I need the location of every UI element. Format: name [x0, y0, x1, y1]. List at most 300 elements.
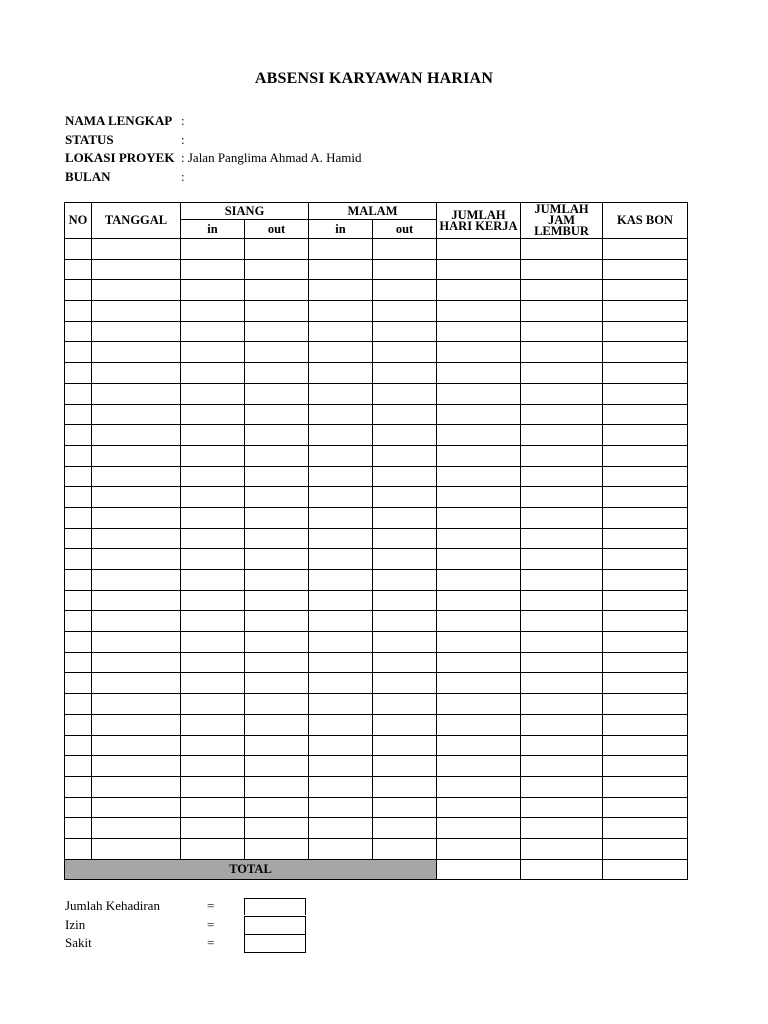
jumlah-hari-kerja-cell[interactable] [437, 363, 521, 384]
siang-out-cell[interactable] [245, 259, 309, 280]
jumlah-hari-kerja-cell[interactable] [437, 632, 521, 653]
col-header-jumlah-jam-lembur [521, 203, 603, 239]
kas-bon-cell[interactable] [603, 259, 688, 280]
jumlah-hari-kerja-cell[interactable] [437, 259, 521, 280]
malam-in-cell[interactable] [309, 797, 373, 818]
tanggal-cell[interactable] [92, 632, 181, 653]
malam-in-cell[interactable] [309, 363, 373, 384]
tanggal-cell[interactable] [92, 280, 181, 301]
malam-in-cell[interactable] [309, 445, 373, 466]
malam-out-cell[interactable] [373, 735, 437, 756]
jumlah-hari-kerja-cell[interactable] [437, 466, 521, 487]
kas-bon-cell[interactable] [603, 714, 688, 735]
siang-in-cell[interactable] [181, 507, 245, 528]
siang-in-cell[interactable] [181, 445, 245, 466]
malam-out-cell[interactable] [373, 342, 437, 363]
total-jumlah-jam-lembur-cell[interactable] [521, 859, 603, 879]
jumlah-jam-lembur-cell[interactable] [521, 590, 603, 611]
no-cell[interactable] [65, 590, 92, 611]
jumlah-jam-lembur-cell[interactable] [521, 383, 603, 404]
siang-out-cell[interactable] [245, 404, 309, 425]
kas-bon-cell[interactable] [603, 549, 688, 570]
malam-out-cell[interactable] [373, 776, 437, 797]
jumlah-hari-kerja-cell[interactable] [437, 652, 521, 673]
jumlah-jam-lembur-cell[interactable] [521, 528, 603, 549]
jumlah-hari-kerja-cell[interactable] [437, 673, 521, 694]
jumlah-jam-lembur-cell[interactable] [521, 239, 603, 260]
siang-in-cell[interactable] [181, 528, 245, 549]
header-line: HARI KERJA [439, 218, 518, 233]
jumlah-jam-lembur-cell[interactable] [521, 694, 603, 715]
malam-in-cell[interactable] [309, 818, 373, 839]
siang-out-cell[interactable] [245, 797, 309, 818]
jumlah-hari-kerja-cell[interactable] [437, 280, 521, 301]
jumlah-hari-kerja-cell[interactable] [437, 404, 521, 425]
malam-in-cell[interactable] [309, 383, 373, 404]
malam-in-cell[interactable] [309, 714, 373, 735]
siang-out-cell[interactable] [245, 818, 309, 839]
no-cell[interactable] [65, 632, 92, 653]
kas-bon-cell[interactable] [603, 280, 688, 301]
kas-bon-cell[interactable] [603, 570, 688, 591]
tanggal-cell[interactable] [92, 549, 181, 570]
tanggal-cell[interactable] [92, 673, 181, 694]
no-cell[interactable] [65, 570, 92, 591]
malam-in-cell[interactable] [309, 404, 373, 425]
jumlah-hari-kerja-cell[interactable] [437, 818, 521, 839]
kas-bon-cell[interactable] [603, 342, 688, 363]
siang-out-cell[interactable] [245, 632, 309, 653]
jumlah-jam-lembur-cell[interactable] [521, 425, 603, 446]
jumlah-jam-lembur-cell[interactable] [521, 301, 603, 322]
malam-in-cell[interactable] [309, 507, 373, 528]
jumlah-jam-lembur-cell[interactable] [521, 342, 603, 363]
table-row [65, 838, 688, 859]
siang-out-cell[interactable] [245, 652, 309, 673]
siang-in-cell[interactable] [181, 363, 245, 384]
siang-in-cell[interactable] [181, 673, 245, 694]
jumlah-jam-lembur-cell[interactable] [521, 259, 603, 280]
jumlah-jam-lembur-cell[interactable] [521, 673, 603, 694]
malam-out-cell[interactable] [373, 818, 437, 839]
kas-bon-cell[interactable] [603, 487, 688, 508]
malam-out-cell[interactable] [373, 425, 437, 446]
siang-in-cell[interactable] [181, 549, 245, 570]
siang-out-cell[interactable] [245, 383, 309, 404]
malam-in-cell[interactable] [309, 590, 373, 611]
no-cell[interactable] [65, 818, 92, 839]
kas-bon-cell[interactable] [603, 776, 688, 797]
malam-in-cell[interactable] [309, 756, 373, 777]
malam-in-cell[interactable] [309, 321, 373, 342]
kas-bon-cell[interactable] [603, 838, 688, 859]
tanggal-cell[interactable] [92, 342, 181, 363]
jumlah-jam-lembur-cell[interactable] [521, 466, 603, 487]
siang-out-cell[interactable] [245, 570, 309, 591]
tanggal-cell[interactable] [92, 714, 181, 735]
tanggal-cell[interactable] [92, 818, 181, 839]
info-value: : [181, 168, 185, 184]
jumlah-hari-kerja-cell[interactable] [437, 611, 521, 632]
no-cell[interactable] [65, 735, 92, 756]
jumlah-hari-kerja-cell[interactable] [437, 383, 521, 404]
tanggal-cell[interactable] [92, 735, 181, 756]
malam-in-cell[interactable] [309, 239, 373, 260]
tanggal-cell[interactable] [92, 301, 181, 322]
kas-bon-cell[interactable] [603, 694, 688, 715]
summary-equals: = [207, 898, 215, 914]
siang-in-cell[interactable] [181, 280, 245, 301]
total-jumlah-hari-kerja-cell[interactable] [437, 859, 521, 879]
jumlah-hari-kerja-cell[interactable] [437, 694, 521, 715]
info-label: STATUS [65, 131, 114, 147]
tanggal-cell[interactable] [92, 797, 181, 818]
no-cell[interactable] [65, 652, 92, 673]
col-header-siang-out: out [245, 220, 309, 239]
siang-out-cell[interactable] [245, 776, 309, 797]
no-cell[interactable] [65, 259, 92, 280]
malam-out-cell[interactable] [373, 383, 437, 404]
malam-in-cell[interactable] [309, 570, 373, 591]
siang-in-cell[interactable] [181, 383, 245, 404]
table-row [65, 280, 688, 301]
header-line: LEMBUR [534, 224, 589, 238]
siang-in-cell[interactable] [181, 404, 245, 425]
siang-out-cell[interactable] [245, 673, 309, 694]
malam-out-cell[interactable] [373, 259, 437, 280]
summary-box[interactable] [244, 934, 306, 953]
table-row [65, 818, 688, 839]
malam-out-cell[interactable] [373, 528, 437, 549]
tanggal-cell[interactable] [92, 259, 181, 280]
jumlah-jam-lembur-cell[interactable] [521, 487, 603, 508]
malam-in-cell[interactable] [309, 652, 373, 673]
malam-out-cell[interactable] [373, 797, 437, 818]
table-row [65, 301, 688, 322]
no-cell[interactable] [65, 280, 92, 301]
no-cell[interactable] [65, 611, 92, 632]
jumlah-jam-lembur-cell[interactable] [521, 549, 603, 570]
table-row [65, 507, 688, 528]
no-cell[interactable] [65, 528, 92, 549]
jumlah-jam-lembur-cell[interactable] [521, 404, 603, 425]
tanggal-cell[interactable] [92, 590, 181, 611]
siang-in-cell[interactable] [181, 239, 245, 260]
jumlah-jam-lembur-cell[interactable] [521, 632, 603, 653]
table-row [65, 756, 688, 777]
siang-out-cell[interactable] [245, 590, 309, 611]
kas-bon-cell[interactable] [603, 466, 688, 487]
siang-in-cell[interactable] [181, 714, 245, 735]
malam-in-cell[interactable] [309, 466, 373, 487]
malam-in-cell[interactable] [309, 301, 373, 322]
siang-out-cell[interactable] [245, 756, 309, 777]
malam-in-cell[interactable] [309, 673, 373, 694]
malam-out-cell[interactable] [373, 838, 437, 859]
malam-out-cell[interactable] [373, 570, 437, 591]
tanggal-cell[interactable] [92, 383, 181, 404]
no-cell[interactable] [65, 363, 92, 384]
malam-out-cell[interactable] [373, 714, 437, 735]
no-cell[interactable] [65, 673, 92, 694]
jumlah-hari-kerja-cell[interactable] [437, 756, 521, 777]
kas-bon-cell[interactable] [603, 611, 688, 632]
siang-in-cell[interactable] [181, 694, 245, 715]
no-cell[interactable] [65, 694, 92, 715]
table-row [65, 590, 688, 611]
malam-out-cell[interactable] [373, 363, 437, 384]
jumlah-jam-lembur-cell[interactable] [521, 363, 603, 384]
siang-out-cell[interactable] [245, 838, 309, 859]
no-cell[interactable] [65, 756, 92, 777]
malam-out-cell[interactable] [373, 694, 437, 715]
siang-out-cell[interactable] [245, 321, 309, 342]
jumlah-hari-kerja-cell[interactable] [437, 776, 521, 797]
siang-out-cell[interactable] [245, 549, 309, 570]
kas-bon-cell[interactable] [603, 445, 688, 466]
tanggal-cell[interactable] [92, 838, 181, 859]
no-cell[interactable] [65, 239, 92, 260]
info-row-status [65, 131, 362, 150]
kas-bon-cell[interactable] [603, 818, 688, 839]
siang-out-cell[interactable] [245, 342, 309, 363]
no-cell[interactable] [65, 321, 92, 342]
siang-in-cell[interactable] [181, 466, 245, 487]
siang-in-cell[interactable] [181, 342, 245, 363]
siang-out-cell[interactable] [245, 280, 309, 301]
siang-out-cell[interactable] [245, 301, 309, 322]
malam-in-cell[interactable] [309, 694, 373, 715]
jumlah-hari-kerja-cell[interactable] [437, 590, 521, 611]
tanggal-cell[interactable] [92, 528, 181, 549]
malam-out-cell[interactable] [373, 590, 437, 611]
jumlah-jam-lembur-cell[interactable] [521, 611, 603, 632]
siang-in-cell[interactable] [181, 321, 245, 342]
summary-equals: = [207, 935, 215, 951]
kas-bon-cell[interactable] [603, 239, 688, 260]
tanggal-cell[interactable] [92, 239, 181, 260]
jumlah-hari-kerja-cell[interactable] [437, 301, 521, 322]
jumlah-jam-lembur-cell[interactable] [521, 321, 603, 342]
malam-out-cell[interactable] [373, 507, 437, 528]
total-kas-bon-cell[interactable] [603, 859, 688, 879]
siang-in-cell[interactable] [181, 756, 245, 777]
jumlah-hari-kerja-cell[interactable] [437, 838, 521, 859]
siang-in-cell[interactable] [181, 259, 245, 280]
jumlah-jam-lembur-cell[interactable] [521, 818, 603, 839]
jumlah-jam-lembur-cell[interactable] [521, 570, 603, 591]
malam-out-cell[interactable] [373, 466, 437, 487]
no-cell[interactable] [65, 445, 92, 466]
jumlah-hari-kerja-cell[interactable] [437, 570, 521, 591]
tanggal-cell[interactable] [92, 321, 181, 342]
no-cell[interactable] [65, 838, 92, 859]
malam-out-cell[interactable] [373, 487, 437, 508]
no-cell[interactable] [65, 404, 92, 425]
kas-bon-cell[interactable] [603, 590, 688, 611]
siang-out-cell[interactable] [245, 425, 309, 446]
malam-out-cell[interactable] [373, 756, 437, 777]
malam-in-cell[interactable] [309, 632, 373, 653]
kas-bon-cell[interactable] [603, 301, 688, 322]
tanggal-cell[interactable] [92, 652, 181, 673]
total-label: TOTAL [65, 859, 437, 879]
kas-bon-cell[interactable] [603, 383, 688, 404]
malam-out-cell[interactable] [373, 652, 437, 673]
siang-in-cell[interactable] [181, 776, 245, 797]
malam-in-cell[interactable] [309, 838, 373, 859]
summary-box[interactable] [244, 916, 306, 934]
malam-out-cell[interactable] [373, 301, 437, 322]
malam-in-cell[interactable] [309, 735, 373, 756]
kas-bon-cell[interactable] [603, 632, 688, 653]
kas-bon-cell[interactable] [603, 321, 688, 342]
jumlah-jam-lembur-cell[interactable] [521, 507, 603, 528]
siang-out-cell[interactable] [245, 445, 309, 466]
tanggal-cell[interactable] [92, 507, 181, 528]
kas-bon-cell[interactable] [603, 363, 688, 384]
malam-in-cell[interactable] [309, 259, 373, 280]
no-cell[interactable] [65, 383, 92, 404]
jumlah-hari-kerja-cell[interactable] [437, 425, 521, 446]
summary-box[interactable] [244, 898, 306, 916]
jumlah-hari-kerja-cell[interactable] [437, 528, 521, 549]
kas-bon-cell[interactable] [603, 673, 688, 694]
malam-out-cell[interactable] [373, 280, 437, 301]
table-row [65, 632, 688, 653]
no-cell[interactable] [65, 507, 92, 528]
siang-in-cell[interactable] [181, 590, 245, 611]
jumlah-jam-lembur-cell[interactable] [521, 735, 603, 756]
malam-out-cell[interactable] [373, 321, 437, 342]
siang-out-cell[interactable] [245, 507, 309, 528]
siang-out-cell[interactable] [245, 487, 309, 508]
info-row-bulan [65, 168, 362, 187]
kas-bon-cell[interactable] [603, 652, 688, 673]
col-header-tanggal: TANGGAL [92, 203, 181, 239]
no-cell[interactable] [65, 466, 92, 487]
jumlah-hari-kerja-cell[interactable] [437, 735, 521, 756]
no-cell[interactable] [65, 797, 92, 818]
siang-out-cell[interactable] [245, 735, 309, 756]
tanggal-cell[interactable] [92, 756, 181, 777]
jumlah-hari-kerja-cell[interactable] [437, 342, 521, 363]
siang-in-cell[interactable] [181, 301, 245, 322]
siang-in-cell[interactable] [181, 797, 245, 818]
jumlah-hari-kerja-cell[interactable] [437, 507, 521, 528]
jumlah-jam-lembur-cell[interactable] [521, 756, 603, 777]
no-cell[interactable] [65, 342, 92, 363]
jumlah-jam-lembur-cell[interactable] [521, 776, 603, 797]
kas-bon-cell[interactable] [603, 528, 688, 549]
no-cell[interactable] [65, 301, 92, 322]
malam-in-cell[interactable] [309, 528, 373, 549]
jumlah-jam-lembur-cell[interactable] [521, 797, 603, 818]
siang-in-cell[interactable] [181, 570, 245, 591]
kas-bon-cell[interactable] [603, 756, 688, 777]
jumlah-hari-kerja-cell[interactable] [437, 321, 521, 342]
tanggal-cell[interactable] [92, 425, 181, 446]
siang-in-cell[interactable] [181, 632, 245, 653]
malam-out-cell[interactable] [373, 549, 437, 570]
malam-out-cell[interactable] [373, 632, 437, 653]
siang-out-cell[interactable] [245, 466, 309, 487]
kas-bon-cell[interactable] [603, 735, 688, 756]
siang-in-cell[interactable] [181, 611, 245, 632]
jumlah-hari-kerja-cell[interactable] [437, 714, 521, 735]
jumlah-jam-lembur-cell[interactable] [521, 280, 603, 301]
siang-in-cell[interactable] [181, 652, 245, 673]
table-row [65, 487, 688, 508]
siang-out-cell[interactable] [245, 239, 309, 260]
malam-out-cell[interactable] [373, 445, 437, 466]
jumlah-jam-lembur-cell[interactable] [521, 714, 603, 735]
jumlah-hari-kerja-cell[interactable] [437, 487, 521, 508]
kas-bon-cell[interactable] [603, 797, 688, 818]
no-cell[interactable] [65, 714, 92, 735]
malam-in-cell[interactable] [309, 549, 373, 570]
kas-bon-cell[interactable] [603, 425, 688, 446]
malam-out-cell[interactable] [373, 673, 437, 694]
siang-in-cell[interactable] [181, 838, 245, 859]
malam-out-cell[interactable] [373, 611, 437, 632]
jumlah-hari-kerja-cell[interactable] [437, 797, 521, 818]
info-label: BULAN [65, 168, 111, 184]
jumlah-jam-lembur-cell[interactable] [521, 838, 603, 859]
tanggal-cell[interactable] [92, 694, 181, 715]
malam-out-cell[interactable] [373, 239, 437, 260]
tanggal-cell[interactable] [92, 487, 181, 508]
siang-out-cell[interactable] [245, 611, 309, 632]
malam-in-cell[interactable] [309, 487, 373, 508]
tanggal-cell[interactable] [92, 363, 181, 384]
malam-in-cell[interactable] [309, 776, 373, 797]
siang-in-cell[interactable] [181, 487, 245, 508]
siang-in-cell[interactable] [181, 735, 245, 756]
malam-out-cell[interactable] [373, 404, 437, 425]
jumlah-hari-kerja-cell[interactable] [437, 239, 521, 260]
kas-bon-cell[interactable] [603, 404, 688, 425]
siang-out-cell[interactable] [245, 363, 309, 384]
jumlah-jam-lembur-cell[interactable] [521, 652, 603, 673]
tanggal-cell[interactable] [92, 570, 181, 591]
jumlah-hari-kerja-cell[interactable] [437, 549, 521, 570]
siang-in-cell[interactable] [181, 425, 245, 446]
table-row [65, 570, 688, 591]
tanggal-cell[interactable] [92, 611, 181, 632]
siang-in-cell[interactable] [181, 818, 245, 839]
siang-out-cell[interactable] [245, 694, 309, 715]
malam-in-cell[interactable] [309, 280, 373, 301]
table-row [65, 714, 688, 735]
no-cell[interactable] [65, 549, 92, 570]
siang-out-cell[interactable] [245, 714, 309, 735]
kas-bon-cell[interactable] [603, 507, 688, 528]
malam-in-cell[interactable] [309, 611, 373, 632]
malam-in-cell[interactable] [309, 425, 373, 446]
tanggal-cell[interactable] [92, 404, 181, 425]
jumlah-jam-lembur-cell[interactable] [521, 445, 603, 466]
no-cell[interactable] [65, 487, 92, 508]
tanggal-cell[interactable] [92, 445, 181, 466]
siang-out-cell[interactable] [245, 528, 309, 549]
tanggal-cell[interactable] [92, 466, 181, 487]
jumlah-hari-kerja-cell[interactable] [437, 445, 521, 466]
tanggal-cell[interactable] [92, 776, 181, 797]
malam-in-cell[interactable] [309, 342, 373, 363]
no-cell[interactable] [65, 776, 92, 797]
no-cell[interactable] [65, 425, 92, 446]
